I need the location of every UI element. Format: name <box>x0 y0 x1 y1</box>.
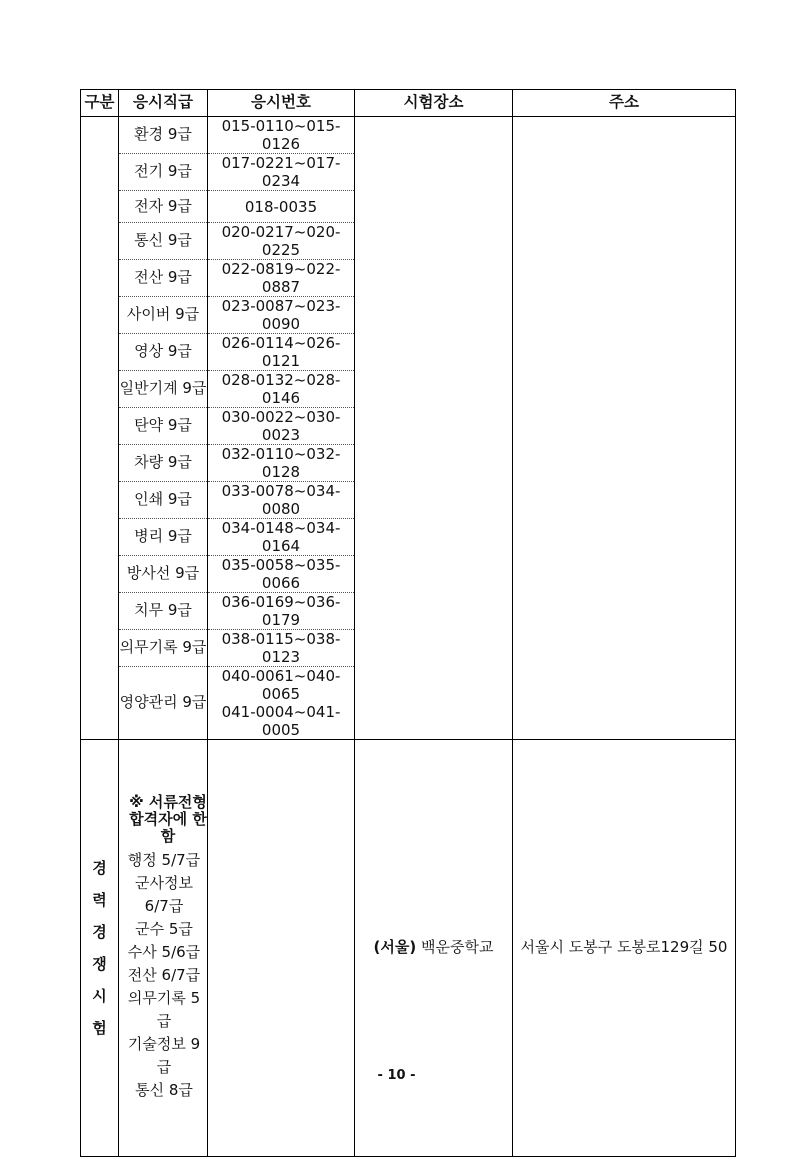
number-cell <box>208 334 355 371</box>
career-item: 전산 6/7급 <box>127 966 201 985</box>
header-address: 주소 <box>513 90 736 117</box>
exam-number: 034-0148~034-0164 <box>221 519 341 555</box>
place-cell-empty <box>355 117 513 740</box>
career-item: 통신 8급 <box>135 1081 193 1100</box>
number-cell <box>208 371 355 408</box>
career-label-char: 험 <box>92 1019 107 1037</box>
number-cell <box>208 191 355 223</box>
page-number: - 10 - <box>377 1068 416 1083</box>
exam-number: 033-0078~034-0080 <box>221 482 341 518</box>
exam-number: 032-0110~032-0128 <box>221 445 341 481</box>
exam-number: 015-0110~015-0126 <box>221 117 341 153</box>
exam-number: 026-0114~026-0121 <box>221 334 341 370</box>
career-label-char: 경 <box>92 923 107 941</box>
career-rank-list <box>119 740 208 1157</box>
rank-cell: 전산 9급 <box>119 260 208 297</box>
exam-number: 038-0115~038-0123 <box>221 630 341 666</box>
place-name: 백운중학교 <box>421 938 494 957</box>
rank-cell: 병리 9급 <box>119 519 208 556</box>
exam-venue-table <box>80 89 736 1157</box>
place-region: (서울) <box>373 938 417 957</box>
rank-cell: 전자 9급 <box>119 191 208 223</box>
number-cell <box>208 117 355 154</box>
number-cell <box>208 556 355 593</box>
exam-number: 017-0221~017-0234 <box>221 154 341 190</box>
exam-number: 023-0087~023-0090 <box>221 297 341 333</box>
exam-number: 041-0004~041-0005 <box>221 703 341 739</box>
rank-cell: 탄약 9급 <box>119 408 208 445</box>
exam-number: 018-0035 <box>244 197 318 216</box>
number-cell <box>208 667 355 740</box>
rank-cell: 인쇄 9급 <box>119 482 208 519</box>
career-label-char: 쟁 <box>92 955 107 973</box>
exam-number: 028-0132~028-0146 <box>221 371 341 407</box>
career-item: 기술정보 9급 <box>127 1035 201 1077</box>
rank-cell: 영양관리 9급 <box>119 667 208 740</box>
rank-cell: 차량 9급 <box>119 445 208 482</box>
career-label-char: 경 <box>92 859 107 877</box>
number-cell <box>208 519 355 556</box>
rank-cell: 의무기록 9급 <box>119 630 208 667</box>
table-row <box>81 117 736 154</box>
career-item: 의무기록 5급 <box>127 989 201 1031</box>
rank-cell: 사이버 9급 <box>119 297 208 334</box>
career-place-cell <box>355 740 513 1157</box>
table-body <box>81 117 736 1157</box>
career-note: ※ 서류전형 합격자에 한함 <box>129 792 207 846</box>
number-cell <box>208 445 355 482</box>
header-number: 응시번호 <box>208 90 355 117</box>
exam-number: 035-0058~035-0066 <box>221 556 341 592</box>
rank-cell: 영상 9급 <box>119 334 208 371</box>
number-cell <box>208 297 355 334</box>
header-row <box>81 90 736 117</box>
gubun-cell <box>81 117 119 740</box>
exam-number: 030-0022~030-0023 <box>221 408 341 444</box>
exam-number: 022-0819~022-0887 <box>221 260 341 296</box>
career-exam-row <box>81 740 736 1157</box>
rank-cell: 환경 9급 <box>119 117 208 154</box>
career-exam-label <box>81 740 119 1157</box>
exam-number: 020-0217~020-0225 <box>221 223 341 259</box>
career-number-cell <box>208 740 355 1157</box>
career-address-cell: 서울시 도봉구 도봉로129길 50 <box>513 740 736 1157</box>
number-cell <box>208 223 355 260</box>
number-cell <box>208 482 355 519</box>
career-label-char: 력 <box>92 891 107 909</box>
number-cell <box>208 593 355 630</box>
career-items <box>119 849 207 1102</box>
address-cell-empty <box>513 117 736 740</box>
rank-cell: 전기 9급 <box>119 154 208 191</box>
exam-number: 036-0169~036-0179 <box>221 593 341 629</box>
exam-number: 040-0061~040-0065 <box>221 667 341 703</box>
rank-cell: 방사선 9급 <box>119 556 208 593</box>
number-cell <box>208 260 355 297</box>
number-cell <box>208 408 355 445</box>
number-cell <box>208 630 355 667</box>
header-place: 시험장소 <box>355 90 513 117</box>
rank-cell: 치무 9급 <box>119 593 208 630</box>
header-rank: 응시직급 <box>119 90 208 117</box>
career-item: 수사 5/6급 <box>127 943 201 962</box>
career-item: 군수 5급 <box>135 920 193 939</box>
number-cell <box>208 154 355 191</box>
career-item: 행정 5/7급 <box>127 851 201 870</box>
header-gubun: 구분 <box>81 90 119 117</box>
career-item: 군사정보 6/7급 <box>135 874 193 916</box>
rank-cell: 통신 9급 <box>119 223 208 260</box>
rank-cell: 일반기계 9급 <box>119 371 208 408</box>
career-label-char: 시 <box>92 987 107 1005</box>
